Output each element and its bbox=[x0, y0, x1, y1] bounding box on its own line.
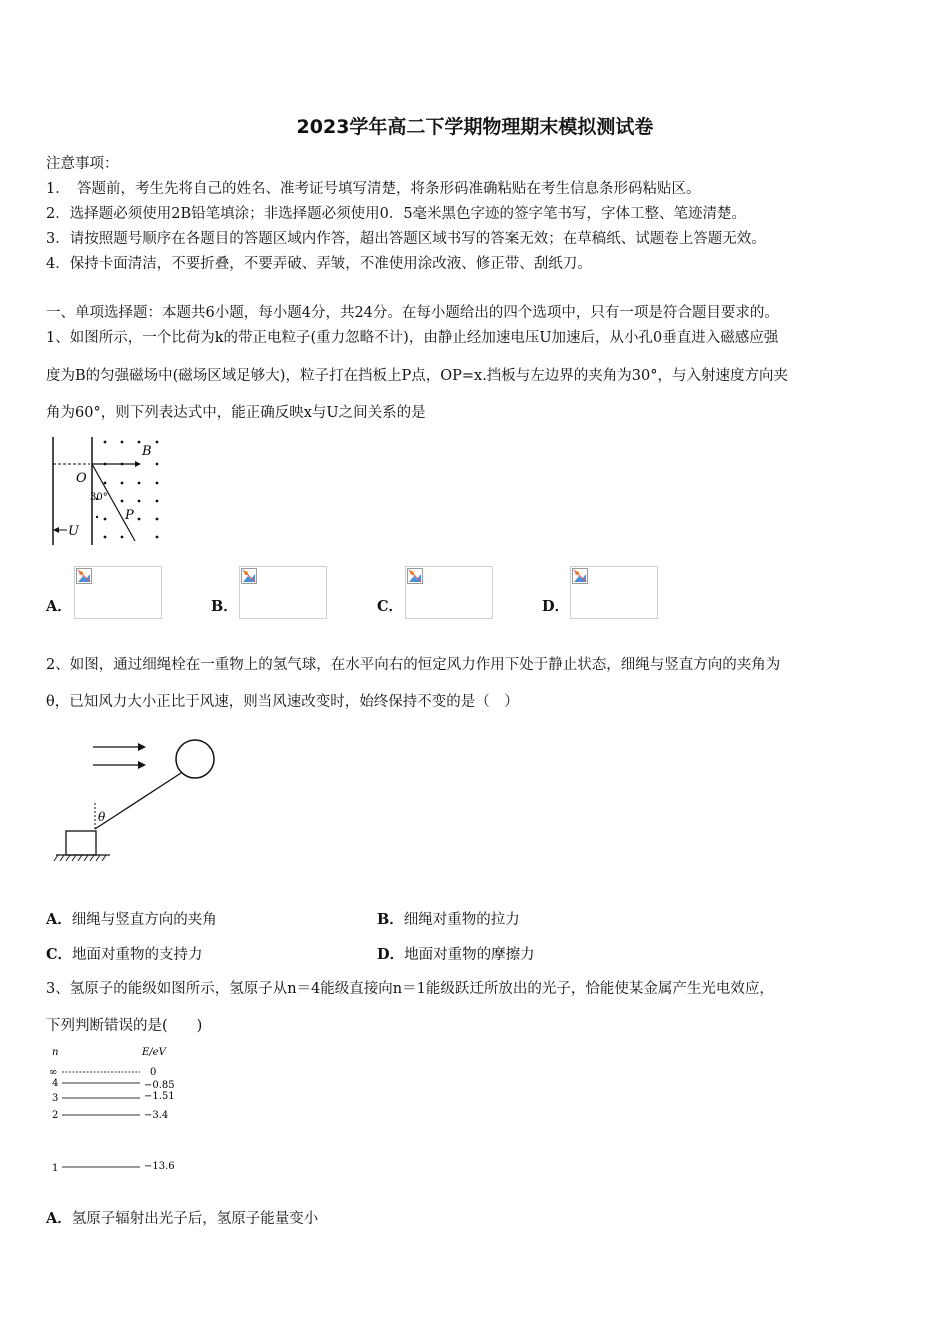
option-c-image[interactable] bbox=[405, 566, 493, 619]
notice-item: 4．保持卡面清洁，不要折叠，不要弄破、弄皱，不准使用涂改液、修正带、刮纸刀。 bbox=[46, 256, 592, 272]
option-a-label[interactable]: A． bbox=[46, 598, 72, 615]
option-letter: C． bbox=[46, 946, 73, 963]
broken-image-icon bbox=[241, 568, 257, 584]
balloon-figure bbox=[48, 733, 228, 868]
question-3-text: 下列判断错误的是( ) bbox=[46, 1018, 203, 1034]
notice-item: 2．选择题必须使用2B铅笔填涂；非选择题必须使用0．5毫米黑色字迹的签字笔书写，字体工整、笔迹清楚。 bbox=[46, 206, 747, 222]
label-b: B bbox=[142, 444, 152, 459]
section-heading: 一、单项选择题：本题共6小题，每小题4分，共24分。在每小题给出的四个选项中，只有一项是符合题目要求的。 bbox=[46, 305, 779, 321]
option-c[interactable] bbox=[46, 943, 203, 964]
page-title: 2023学年高二下学期物理期末模拟测试卷 bbox=[296, 116, 654, 138]
option-b[interactable] bbox=[377, 908, 520, 929]
option-letter: A． bbox=[46, 911, 72, 928]
option-text: 细绳与竖直方向的夹角 bbox=[71, 912, 217, 928]
n-header: n bbox=[52, 1047, 59, 1058]
option-d-image[interactable] bbox=[570, 566, 658, 619]
label-theta: θ bbox=[98, 810, 106, 824]
option-a[interactable] bbox=[46, 908, 217, 929]
level-e-inf: 0 bbox=[150, 1067, 157, 1078]
label-o: O bbox=[76, 471, 87, 486]
level-e-4: −0.85 bbox=[144, 1080, 175, 1091]
level-e-2: −3.4 bbox=[144, 1110, 169, 1121]
level-e-1: −13.6 bbox=[144, 1161, 175, 1172]
option-text: 地面对重物的支持力 bbox=[72, 947, 203, 963]
option-letter: D． bbox=[377, 946, 405, 963]
level-e-3: −1.51 bbox=[144, 1091, 175, 1102]
level-n-4: 4 bbox=[52, 1078, 59, 1089]
level-n-1: 1 bbox=[52, 1163, 59, 1174]
option-text: 地面对重物的摩擦力 bbox=[404, 947, 535, 963]
notice-heading: 注意事项： bbox=[46, 156, 119, 172]
option-b-image[interactable] bbox=[239, 566, 327, 619]
option-text: 细绳对重物的拉力 bbox=[403, 912, 520, 928]
label-p: P bbox=[125, 508, 134, 523]
option-c-label[interactable]: C． bbox=[377, 598, 404, 615]
option-a-image[interactable] bbox=[74, 566, 162, 619]
question-1-text: 度为B的匀强磁场中(磁场区域足够大)，粒子打在挡板上P点，OP=x.挡板与左边界的夹角为30°，与入射速度方向夹 bbox=[46, 368, 789, 384]
option-letter: B． bbox=[377, 911, 404, 928]
question-2-text: 2、如图，通过细绳栓在一重物上的氢气球，在水平向右的恒定风力作用下处于静止状态，细绳与竖直方向的夹角为 bbox=[46, 657, 781, 673]
e-header: E/eV bbox=[142, 1047, 166, 1058]
level-n-2: 2 bbox=[52, 1110, 59, 1121]
energy-level-figure bbox=[46, 1043, 196, 1178]
level-n-3: 3 bbox=[52, 1093, 59, 1104]
question-3-text: 3、氢原子的能级如图所示，氢原子从n＝4能级直接向n＝1能级跃迁所放出的光子，恰能使某金属产生光电效应， bbox=[46, 981, 774, 997]
notice-item: 1． 答题前，考生先将自己的姓名、准考证号填写清楚，将条形码准确粘贴在考生信息条形码粘贴区。 bbox=[46, 181, 701, 197]
question-1-text: 角为60°，则下列表达式中，能正确反映x与U之间关系的是 bbox=[46, 405, 426, 421]
option-b-label[interactable]: B． bbox=[211, 598, 238, 615]
option-letter: A． bbox=[46, 1210, 72, 1227]
label-u: U bbox=[68, 524, 79, 539]
option-text: 氢原子辐射出光子后，氢原子能量变小 bbox=[71, 1211, 319, 1227]
label-angle: 30° bbox=[90, 492, 108, 503]
magnetic-field-figure bbox=[45, 433, 175, 553]
notice-item: 3．请按照题号顺序在各题目的答题区域内作答，超出答题区域书写的答案无效；在草稿纸、试题卷上答题无效。 bbox=[46, 231, 766, 247]
option-d-label[interactable]: D． bbox=[542, 598, 570, 615]
question-1-text: 1、如图所示，一个比荷为k的带正电粒子(重力忽略不计)，由静止经加速电压U加速后，从小孔0垂直进入磁感应强 bbox=[46, 330, 779, 346]
option-d[interactable] bbox=[377, 943, 535, 964]
broken-image-icon bbox=[407, 568, 423, 584]
option-a[interactable] bbox=[46, 1207, 318, 1228]
broken-image-icon bbox=[572, 568, 588, 584]
question-2-text: θ，已知风力大小正比于风速，则当风速改变时，始终保持不变的是（ ） bbox=[46, 694, 519, 710]
level-n-inf: ∞ bbox=[49, 1067, 58, 1078]
broken-image-icon bbox=[76, 568, 92, 584]
